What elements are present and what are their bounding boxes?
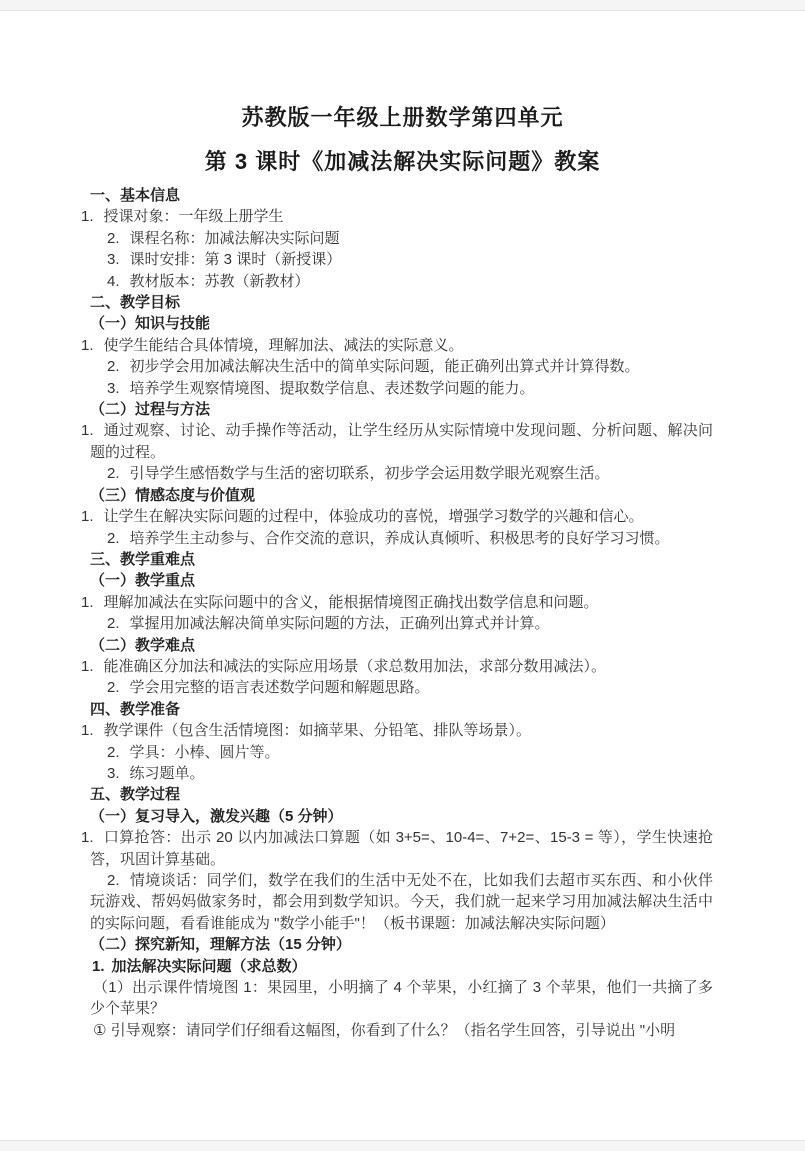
list-item: [90, 528, 713, 549]
list-text: 使学生能结合具体情境，理解加法、减法的实际意义。: [103, 336, 464, 354]
list-text: 口算抢答：出示 20 以内加减法口算题（如 3+5=、10-4=、7+2=、15-3 = 等），学生快速抢答，巩固计算基础。: [90, 829, 713, 868]
list-item: [90, 677, 713, 698]
list-item: [81, 335, 713, 356]
list-item: [81, 506, 713, 527]
list-number: 2.: [107, 615, 120, 633]
list-number: 2.: [107, 529, 120, 547]
bottom-margin-strip: [0, 1140, 805, 1151]
list-item: [90, 356, 713, 377]
list-number: 4.: [107, 272, 120, 290]
list-number: 1.: [81, 829, 94, 847]
list-text: 让学生在解决实际问题的过程中，体验成功的喜悦，增强学习数学的兴趣和信心。: [103, 508, 644, 526]
list-number: 1.: [81, 422, 94, 440]
list-text: 培养学生观察情境图、提取数学信息、表述数学问题的能力。: [129, 379, 535, 397]
list-number: 1.: [81, 657, 94, 675]
list-text: 课程名称：加减法解决实际问题: [129, 229, 340, 247]
list-number: 1.: [81, 508, 94, 526]
list-number: 1.: [92, 957, 105, 975]
list-number: 3.: [107, 764, 120, 782]
subsection-heading: （二）过程与方法: [90, 401, 211, 419]
list-item: [81, 592, 713, 613]
list-text: 引导学生感悟数学与生活的密切联系，初步学会运用数学眼光观察生活。: [129, 465, 610, 483]
list-item: [81, 827, 713, 870]
list-number: 2.: [107, 743, 120, 761]
subsection-heading: （三）情感态度与价值观: [90, 486, 256, 504]
list-text: 培养学生主动参与、合作交流的意识，养成认真倾听、积极思考的良好学习习惯。: [129, 529, 670, 547]
list-text: 学具：小棒、圆片等。: [129, 743, 280, 761]
list-number: 1.: [81, 208, 94, 226]
list-item: [90, 763, 713, 784]
section-heading-basic-info: 一、基本信息: [90, 187, 181, 204]
list-item: [81, 720, 713, 741]
list-item: [90, 378, 713, 399]
subsection-heading: （二）探究新知，理解方法（15 分钟）: [90, 936, 351, 954]
section-heading-objectives: 二、教学目标: [90, 294, 181, 312]
section-heading-key-points: 三、教学重难点: [90, 550, 196, 568]
doc-title-line2: 第 3 课时《加减法解决实际问题》教案: [204, 149, 601, 174]
list-text: 通过观察、讨论、动手操作等活动，让学生经历从实际情境中发现问题、分析问题、解决问题的过程。: [90, 422, 713, 461]
subsection-heading: （二）教学难点: [90, 636, 196, 654]
list-number: 1.: [81, 593, 94, 611]
list-item: [81, 656, 713, 677]
list-item: [90, 870, 713, 934]
list-item: [90, 249, 713, 270]
list-item: [81, 206, 713, 227]
list-number: 2.: [107, 679, 120, 697]
list-item: [81, 420, 713, 463]
list-number: 3.: [107, 379, 120, 397]
list-item: [90, 271, 713, 292]
document-page: [0, 10, 805, 1041]
list-item: [90, 463, 713, 484]
doc-body: [0, 185, 805, 1041]
list-number: 2.: [107, 358, 120, 376]
list-text: 练习题单。: [129, 764, 205, 782]
subsection-heading: （一）知识与技能: [90, 315, 211, 333]
section-heading-process: 五、教学过程: [90, 786, 181, 804]
section-heading-preparation: 四、教学准备: [90, 700, 181, 718]
list-text: 授课对象：一年级上册学生: [103, 208, 284, 226]
subsection-heading: （一）教学重点: [90, 572, 196, 590]
list-item: [90, 228, 713, 249]
bold-list-heading: [90, 956, 713, 977]
list-text: 掌握用加减法解决简单实际问题的方法，正确列出算式并计算。: [129, 615, 550, 633]
subsection-heading: （一）复习导入，激发兴趣（5 分钟）: [90, 807, 343, 825]
list-number: 1.: [81, 722, 94, 740]
list-text: 课时安排：第 3 课时（新授课）: [129, 251, 342, 269]
list-text: 加法解决实际问题（求总数）: [111, 957, 307, 975]
list-text: 情境谈话：同学们，数学在我们的生活中无处不在，比如我们去超市买东西、和小伙伴玩游戏、帮妈妈做家务时，都会用到数学知识。今天，我们就一起来学习用加减法解决生活中的实际问题，看看谁能成为 "数学小能手"！（板书课题：加减法解决实际问题）: [90, 872, 713, 932]
list-number: 1.: [81, 336, 94, 354]
list-text: 初步学会用加减法解决生活中的简单实际问题，能正确列出算式并计算得数。: [129, 358, 640, 376]
list-number: 2.: [107, 872, 120, 889]
list-text: 教学课件（包含生活情境图：如摘苹果、分铅笔、排队等场景）。: [103, 722, 532, 740]
doc-title-block: [0, 96, 805, 184]
list-number: 2.: [107, 465, 120, 483]
paragraph: （1）出示课件情境图 1：果园里，小明摘了 4 个苹果，小红摘了 3 个苹果，他们一共摘了多少个苹果？: [90, 979, 713, 1018]
list-text: 理解加减法在实际问题中的含义，能根据情境图正确找出数学信息和问题。: [103, 593, 599, 611]
list-item: [90, 613, 713, 634]
list-number: 3.: [107, 251, 120, 269]
list-text: 学会用完整的语言表述数学问题和解题思路。: [129, 679, 430, 697]
list-text: 教材版本：苏教（新教材）: [129, 272, 310, 290]
paragraph: ① 引导观察：请同学们仔细看这幅图，你看到了什么？（指名学生回答，引导说出 "小明: [93, 1021, 676, 1039]
list-number: 2.: [107, 229, 120, 247]
list-item: [90, 742, 713, 763]
list-text: 能准确区分加法和减法的实际应用场景（求总数用加法，求部分数用减法）。: [103, 657, 607, 675]
doc-title-line1: 苏教版一年级上册数学第四单元: [241, 105, 564, 130]
